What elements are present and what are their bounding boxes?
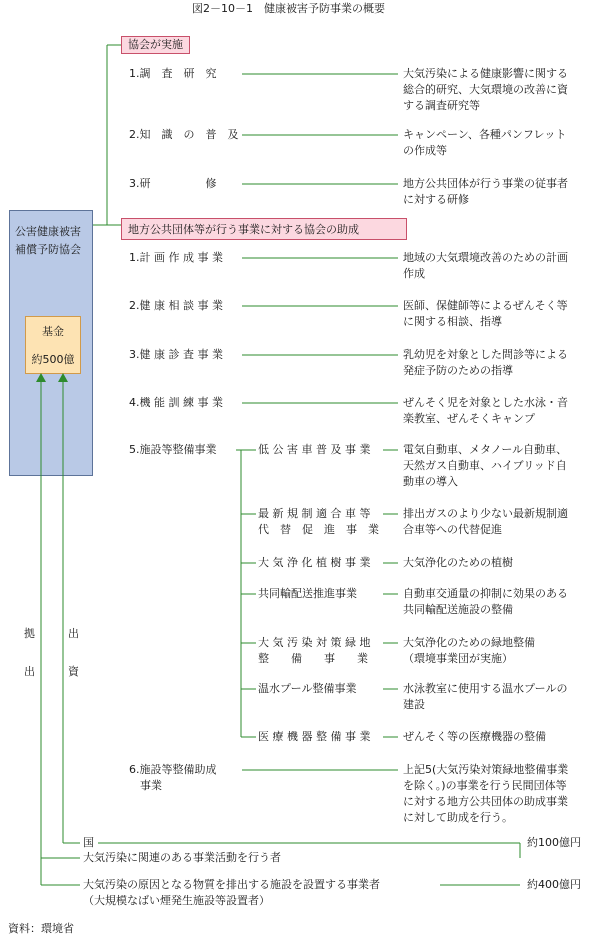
direct-section-header: 協会が実施 bbox=[121, 36, 190, 54]
direct-item-2-desc: キャンペーン、各種パンフレット の作成等 bbox=[403, 128, 567, 157]
contribution-label-top: 拠 bbox=[24, 627, 35, 640]
facility-sub-4-label: 共同輸配送推進事業 bbox=[258, 587, 357, 600]
facility-sub-7-label: 医 療 機 器 整 備 事 業 bbox=[258, 730, 371, 743]
grant-item-2-label: 2.健 康 相 談 事 業 bbox=[129, 299, 223, 312]
facility-sub-3-label: 大 気 浄 化 植 樹 事 業 bbox=[258, 556, 371, 569]
grant-item-1-label: 1.計 画 作 成 事 業 bbox=[129, 251, 223, 264]
facility-sub-5-desc: 大気浄化のための緑地整備 （環境事業団が実施） bbox=[403, 636, 535, 665]
direct-item-1-label: 1.調 査 研 究 bbox=[129, 67, 217, 80]
facility-sub-3-desc: 大気浄化のための植樹 bbox=[403, 556, 513, 569]
support-item-label: 6.施設等整備助成 事業 bbox=[129, 763, 217, 792]
source-note: 資料：環境省 bbox=[8, 922, 74, 935]
figure-title: 図2－10－1 健康被害予防事業の概要 bbox=[192, 2, 385, 15]
source-emitters: 大気汚染の原因となる物質を排出する施設を設置する事業者 （大規模なばい煙発生施設等設置者） bbox=[83, 878, 380, 907]
facility-item-label: 5.施設等整備事業 bbox=[129, 443, 217, 456]
facility-sub-2-label: 最 新 規 制 適 合 車 等 代 替 促 進 事 業 bbox=[258, 507, 379, 536]
direct-item-3-label: 3.研 修 bbox=[129, 177, 217, 190]
grant-item-3-desc: 乳幼児を対象とした問診等による 発症予防のための指導 bbox=[403, 348, 568, 377]
investment-label-bottom: 資 bbox=[68, 665, 79, 678]
grant-item-3-label: 3.健 康 診 査 事 業 bbox=[129, 348, 223, 361]
grant-item-2-desc: 医師、保健師等によるぜんそく等 に関する相談、指導 bbox=[403, 299, 568, 328]
source-related-business: 大気汚染に関連のある事業活動を行う者 bbox=[83, 851, 281, 864]
facility-sub-1-label: 低 公 害 車 普 及 事 業 bbox=[258, 443, 371, 456]
facility-sub-6-label: 温水プール整備事業 bbox=[258, 682, 357, 695]
contribution-label-bottom: 出 bbox=[24, 665, 35, 678]
facility-sub-7-desc: ぜんそく等の医療機器の整備 bbox=[403, 730, 546, 743]
direct-item-3-desc: 地方公共団体が行う事業の従事者 に対する研修 bbox=[403, 177, 568, 206]
facility-sub-1-desc: 電気自動車、メタノール自動車、 天然ガス自動車、ハイブリッド自 動車の導入 bbox=[403, 443, 568, 488]
grant-item-4-label: 4.機 能 訓 練 事 業 bbox=[129, 396, 223, 409]
direct-item-2-label: 2.知 識 の 普 及 bbox=[129, 128, 239, 141]
fund-title: 基金 bbox=[42, 325, 64, 338]
organization-name: 公害健康被害 補償予防協会 bbox=[15, 225, 81, 256]
facility-sub-2-desc: 排出ガスのより少ない最新規制適 合車等への代替促進 bbox=[403, 507, 568, 536]
investment-label-top: 出 bbox=[68, 627, 79, 640]
source-emitters-amount: 約400億円 bbox=[527, 878, 581, 891]
source-government: 国 bbox=[83, 836, 94, 849]
facility-sub-4-desc: 自動車交通量の抑制に効果のある 共同輸配送施設の整備 bbox=[403, 587, 568, 616]
grant-item-1-desc: 地域の大気環境改善のための計画 作成 bbox=[403, 251, 568, 280]
fund-amount: 約500億 bbox=[31, 353, 75, 366]
direct-item-1-desc: 大気汚染による健康影響に関する 総合的研究、大気環境の改善に資 する調査研究等 bbox=[403, 67, 568, 112]
source-government-amount: 約100億円 bbox=[527, 836, 581, 849]
facility-sub-6-desc: 水泳教室に使用する温水プールの 建設 bbox=[403, 682, 568, 711]
grant-item-4-desc: ぜんそく児を対象とした水泳・音 楽教室、ぜんそくキャンプ bbox=[403, 396, 568, 425]
support-item-desc: 上記5(大気汚染対策緑地整備事業 を除く。)の事業を行う民間団体等 に対する地方公共団体の助成事業 に対して助成を行う。 bbox=[403, 763, 569, 824]
facility-sub-5-label: 大 気 汚 染 対 策 緑 地 整 備 事 業 bbox=[258, 636, 371, 665]
grant-section-header: 地方公共団体等が行う事業に対する協会の助成 bbox=[121, 218, 407, 240]
